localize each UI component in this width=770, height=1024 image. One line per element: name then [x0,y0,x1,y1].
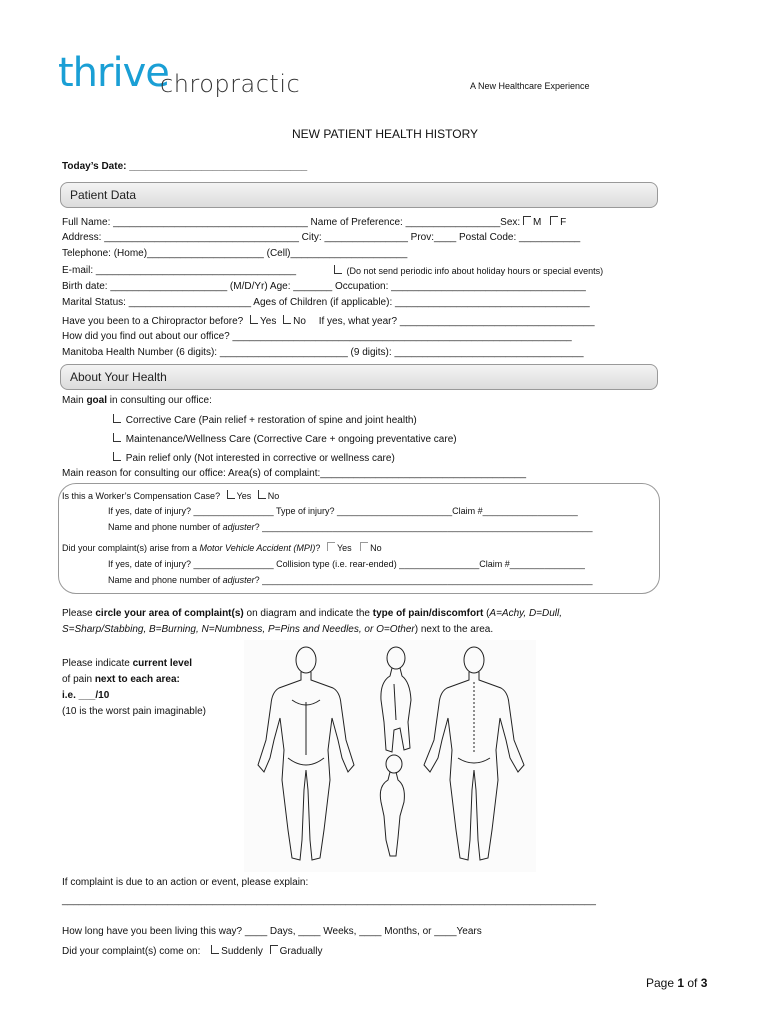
ci1-b: circle your area of complaint(s) [95,608,244,619]
mpi-pre: Did your complaint(s) arise from a [62,543,200,553]
tagline: A New Healthcare Experience [470,81,590,91]
about-health-header [60,364,658,390]
ci2-b: ) next to the area. [414,624,494,635]
mpi-injury-line[interactable]: If yes, date of injury? ________________ Collision type (i.e. rear-ended) ________________Claim #_______________ [108,559,585,569]
page-num: 1 [677,976,685,990]
full-name-line[interactable] [62,216,566,228]
marital-status-line[interactable]: Marital Status: ______________________ Ages of Children (if applicable): ___________________________________ [62,297,590,308]
patient-data-header [60,182,658,208]
mpi-adjuster-line[interactable] [108,575,592,585]
onset-line [62,945,322,957]
onset-gradually-checkbox[interactable] [270,945,278,954]
email-note [334,265,603,276]
wcb-question-line [62,490,279,501]
birth-date-line[interactable]: Birth date: _____________________ (M/D/Yr) Age: _______ Occupation: ___________________________________ [62,281,586,292]
logo-chiropractic: chropractic [160,70,301,98]
pain-level-note: (10 is the worst pain imaginable) [62,706,206,717]
todays-date-field[interactable]: Today’s Date: ________________________________ [62,161,308,172]
wcb-no-label: No [267,491,280,501]
pl2-a: of pain [62,674,95,685]
body-diagram[interactable] [244,640,536,872]
chiro-yes-label: Yes [260,316,277,327]
ci1-a: Please [62,608,96,619]
ci2-a: S=Sharp/Stabbing, B=Burning, N=Numbness, P=Pins and Needles, or O=Other [62,624,415,635]
wcb-adjuster-em: adjuster [222,522,255,532]
goal-option-corrective[interactable] [113,414,417,426]
onset-suddenly-checkbox[interactable] [211,945,219,954]
chiro-before-question: Have you been to a Chiropractor before? [62,316,244,327]
email-optout-checkbox[interactable] [334,265,342,274]
wcb-adjuster-post: ? __________________________________________________________________ [254,522,593,532]
complaint-instructions-line2 [62,624,493,635]
sex-m-label: M [532,217,542,228]
mpi-yes-label: Yes [336,543,352,553]
wcb-injury-line[interactable]: If yes, date of injury? ________________ Type of injury? _______________________Claim #___________________ [108,506,578,516]
goal3-text: Pain relief only (Not interested in corrective or wellness care) [125,453,395,464]
corrective-care-checkbox[interactable] [113,414,121,423]
address-line[interactable]: Address: ___________________________________ City: _______________ Prov:____ Postal Code: ___________ [62,232,581,243]
telephone-line[interactable]: Telephone: (Home)_____________________ (Cell)_____________________ [62,248,408,259]
health-number-line[interactable]: Manitoba Health Number (6 digits): _______________________ (9 digits): __________________________________ [62,347,584,358]
chiro-no-checkbox[interactable] [283,315,291,324]
pl1-b: current level [132,658,193,669]
wcb-yes-checkbox[interactable] [227,490,235,499]
wcb-adjuster-pre: Name and phone number of [108,522,223,532]
wcb-no-checkbox[interactable] [258,490,266,499]
form-title: NEW PATIENT HEALTH HISTORY [292,127,479,141]
sex-f-checkbox[interactable] [550,216,558,225]
sex-m-checkbox[interactable] [523,216,531,225]
onset-question: Did your complaint(s) come on: [62,946,201,957]
wcb-yes-label: Yes [236,491,252,501]
maintenance-care-checkbox[interactable] [113,433,121,442]
wcb-adjuster-line[interactable] [108,522,592,532]
pl2-b: next to each area: [94,674,180,685]
main-reason-line[interactable]: Main reason for consulting our office: Area(s) of complaint:_____________________________________ [62,468,527,479]
onset-gradually-label: Gradually [279,946,323,957]
mpi-no-checkbox[interactable] [360,542,368,551]
sex-f-label: F [560,217,567,228]
mpi-adjuster-post: ? __________________________________________________________________ [254,575,593,585]
complaint-instructions-line1 [62,608,562,619]
pain-level-line2 [62,674,180,685]
pl1-a: Please indicate [62,658,133,669]
email-note-text: (Do not send periodic info about holiday hours or special events) [346,266,604,276]
goal1-text: Corrective Care (Pain relief + restoration of spine and joint health) [125,415,417,426]
side-body-figure-bottom [380,755,404,856]
chiro-yes-checkbox[interactable] [250,315,258,324]
pain-relief-checkbox[interactable] [113,452,121,461]
patient-data-title: Patient Data [70,188,137,202]
page-pre: Page [646,976,678,990]
goal-option-pain-relief[interactable] [113,452,395,464]
logo-thrive: thrive [58,50,169,96]
find-out-line[interactable]: How did you find out about our office? _____________________________________________________________ [62,331,572,342]
page-total: 3 [700,976,708,990]
chiro-no-label: No [293,316,306,327]
about-health-title: About Your Health [70,370,167,384]
ci1-f: A=Achy, D=Dull, [489,608,563,619]
how-long-line[interactable]: How long have you been living this way? ____ Days, ____ Weeks, ____ Months, or ____Years [62,926,482,937]
full-name-text: Full Name: ___________________________________ Name of Preference: _________________Sex: [62,217,521,228]
pain-level-line1 [62,658,192,669]
mpi-adjuster-pre: Name and phone number of [108,575,223,585]
back-body-figure [424,647,524,860]
goal-option-maintenance[interactable] [113,433,457,445]
side-body-figure-top [381,647,411,752]
main-goal-label [62,395,212,406]
email-line[interactable]: E-mail: ____________________________________ [62,265,297,276]
chiro-year-field[interactable]: If yes, what year? ___________________________________ [318,316,595,327]
mpi-post: ? [315,543,321,553]
main-goal-post: in consulting our office: [107,395,212,406]
ci1-e: ( [483,608,490,619]
goal2-text: Maintenance/Wellness Care (Corrective Care + ongoing preventative care) [125,434,457,445]
page-of: of [684,976,701,990]
main-goal-pre: Main [62,395,87,406]
mpi-adjuster-em: adjuster [222,575,255,585]
ci1-c: on diagram and indicate the [243,608,373,619]
ci1-d: type of pain/discomfort [372,608,484,619]
page-number [646,976,707,990]
mpi-no-label: No [370,543,382,553]
onset-suddenly-label: Suddenly [221,946,263,957]
mpi-question-line [62,542,382,553]
mpi-em: Motor Vehicle Accident (MPI) [199,543,316,553]
chiropractor-before-line [62,315,595,327]
event-explain-label: If complaint is due to an action or event, please explain: [62,877,309,888]
pain-level-example: i.e. ___/10 [62,690,110,701]
body-diagram-svg [244,640,536,872]
mpi-yes-checkbox[interactable] [327,542,335,551]
wcb-question: Is this a Worker’s Compensation Case? [62,491,221,501]
main-goal-bold: goal [86,395,108,406]
front-body-figure [258,647,354,860]
event-explain-field[interactable]: ________________________________________________________________________________________________ [62,895,596,906]
